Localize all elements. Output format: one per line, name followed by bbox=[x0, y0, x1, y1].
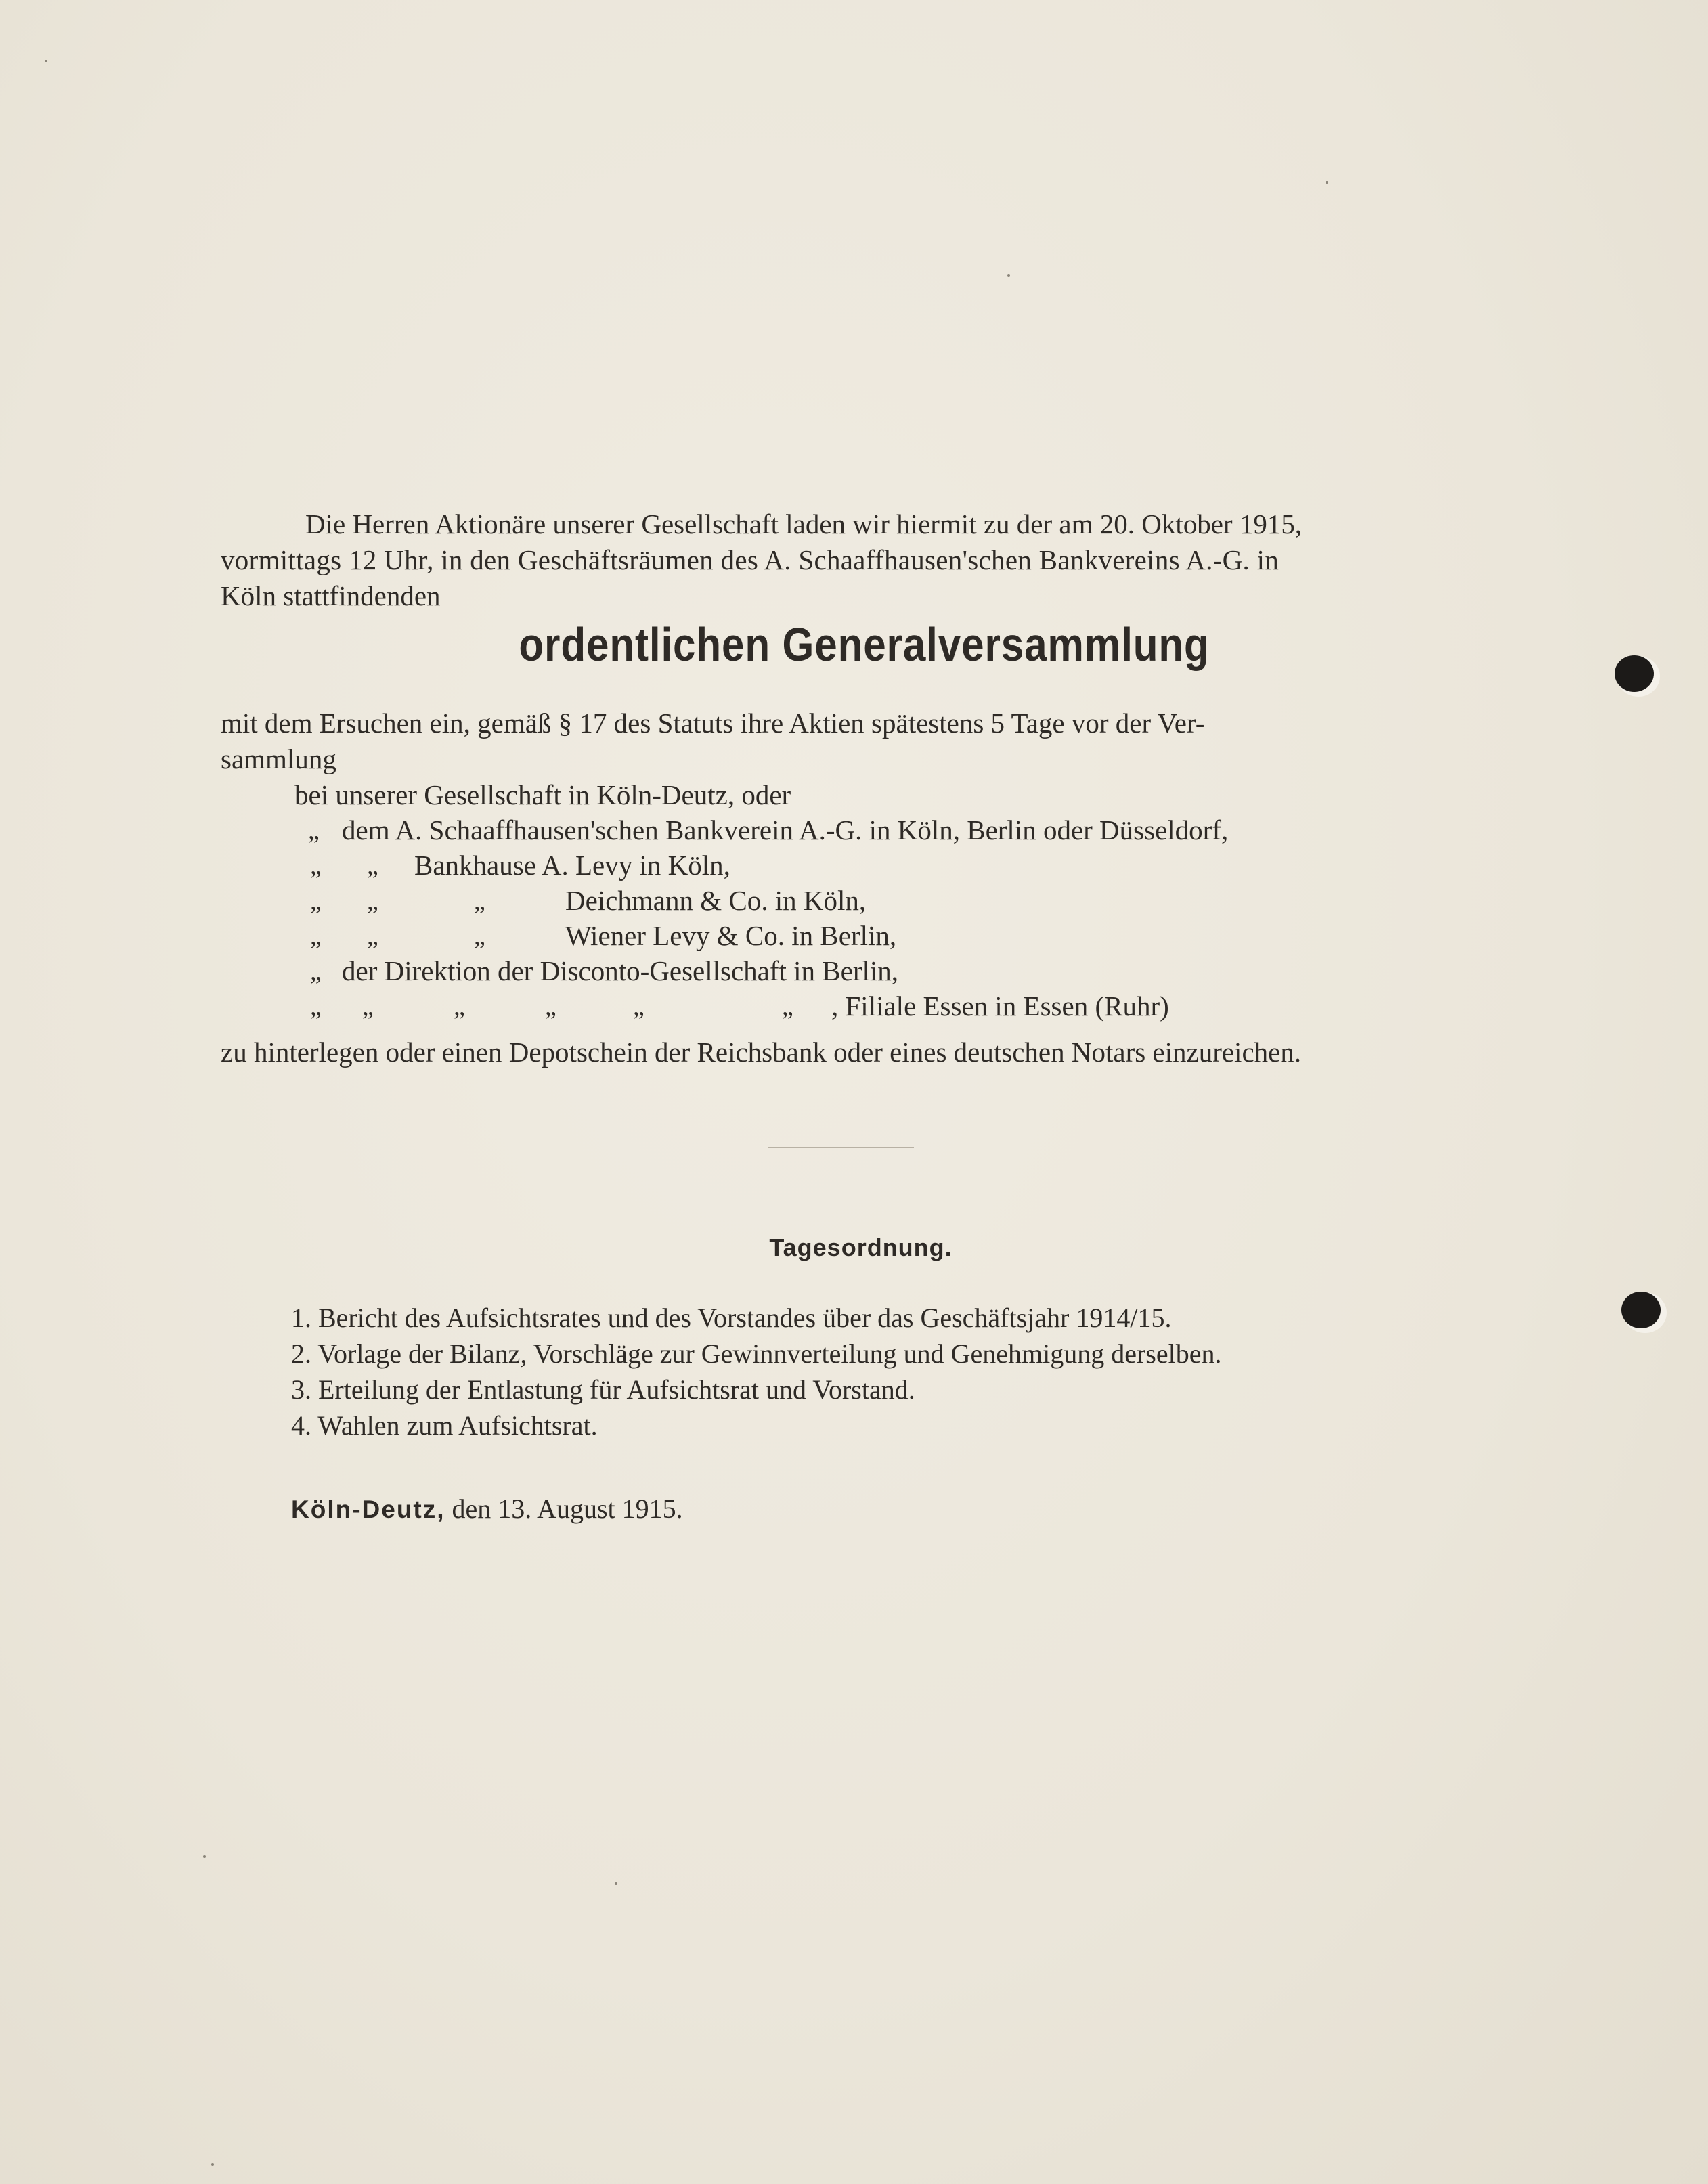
depot-row-2: dem A. Schaaffhausen'schen Bankverein A.-G. in Köln, Berlin oder Düsseldorf, bbox=[342, 814, 1229, 846]
depot-row-7: , Filiale Essen in Essen (Ruhr) bbox=[831, 990, 1169, 1022]
ditto-mark: „ bbox=[362, 992, 374, 1021]
ditto-mark: „ bbox=[367, 922, 378, 951]
ditto-mark: „ bbox=[545, 992, 556, 1021]
paper-speck bbox=[203, 1855, 206, 1858]
punch-hole-icon bbox=[1615, 655, 1654, 692]
request-paragraph bbox=[221, 705, 1460, 777]
depot-row-4: Deichmann & Co. in Köln, bbox=[565, 885, 867, 916]
request-line-2: sammlung bbox=[221, 743, 336, 774]
meeting-heading: ordentlichen Generalversammlung bbox=[519, 618, 1210, 671]
paper-speck bbox=[1326, 181, 1328, 184]
paper-speck bbox=[45, 60, 47, 62]
ditto-mark: „ bbox=[454, 992, 465, 1021]
ditto-mark: „ bbox=[310, 922, 322, 951]
dateline bbox=[291, 1493, 683, 1525]
depot-row-1: bei unserer Gesellschaft in Köln-Deutz, oder bbox=[294, 779, 791, 810]
ditto-mark: „ bbox=[367, 887, 378, 915]
intro-paragraph bbox=[221, 506, 1460, 614]
intro-line-1: Die Herren Aktionäre unserer Gesellschaft laden wir hiermit zu der am 20. Oktober 1915, bbox=[305, 508, 1302, 540]
paper-speck bbox=[1007, 274, 1010, 277]
depot-row-6: der Direktion der Disconto-Gesellschaft in Berlin, bbox=[342, 955, 899, 986]
agenda-item: 1. Bericht des Aufsichtsrates und des Vorstandes über das Geschäftsjahr 1914/15. bbox=[291, 1303, 1172, 1333]
agenda-item: 4. Wahlen zum Aufsichtsrat. bbox=[291, 1410, 598, 1441]
ditto-mark: „ bbox=[310, 852, 322, 880]
punch-hole-icon bbox=[1621, 1292, 1661, 1328]
intro-line-3: Köln stattfindenden bbox=[221, 580, 441, 611]
ditto-mark: „ bbox=[633, 992, 644, 1021]
divider-line bbox=[768, 1147, 914, 1148]
ditto-mark: „ bbox=[474, 922, 485, 951]
agenda-item: 3. Erteilung der Entlastung für Aufsichtsrat und Vorstand. bbox=[291, 1374, 915, 1405]
paper-speck bbox=[211, 2163, 214, 2166]
ditto-mark: „ bbox=[310, 887, 322, 915]
intro-line-2: vormittags 12 Uhr, in den Geschäftsräumen des A. Schaaffhausen'schen Bankvereins A.-G. in bbox=[221, 544, 1279, 575]
agenda-list bbox=[291, 1300, 1221, 1443]
agenda-title: Tagesordnung. bbox=[769, 1233, 952, 1261]
ditto-mark: „ bbox=[367, 852, 378, 880]
ditto-mark: „ bbox=[310, 957, 322, 986]
ditto-mark: „ bbox=[782, 992, 793, 1021]
ditto-mark: „ bbox=[308, 816, 320, 845]
paper-speck bbox=[615, 1882, 617, 1885]
ditto-mark: „ bbox=[474, 887, 485, 915]
dateline-date: den 13. August 1915. bbox=[452, 1493, 683, 1524]
depot-row-5: Wiener Levy & Co. in Berlin, bbox=[565, 920, 897, 951]
ditto-mark: „ bbox=[310, 992, 322, 1021]
request-line-1: mit dem Ersuchen ein, gemäß § 17 des Statuts ihre Aktien spätestens 5 Tage vor der Ver- bbox=[221, 707, 1205, 739]
depot-row-3: Bankhause A. Levy in Köln, bbox=[414, 850, 730, 881]
agenda-item: 2. Vorlage der Bilanz, Vorschläge zur Gewinnverteilung und Genehmigung derselben. bbox=[291, 1338, 1222, 1369]
depot-closing-line: zu hinterlegen oder einen Depotschein der Reichsbank oder eines deutschen Notars einzureichen. bbox=[221, 1036, 1302, 1068]
dateline-place: Köln-Deutz, bbox=[291, 1495, 445, 1523]
